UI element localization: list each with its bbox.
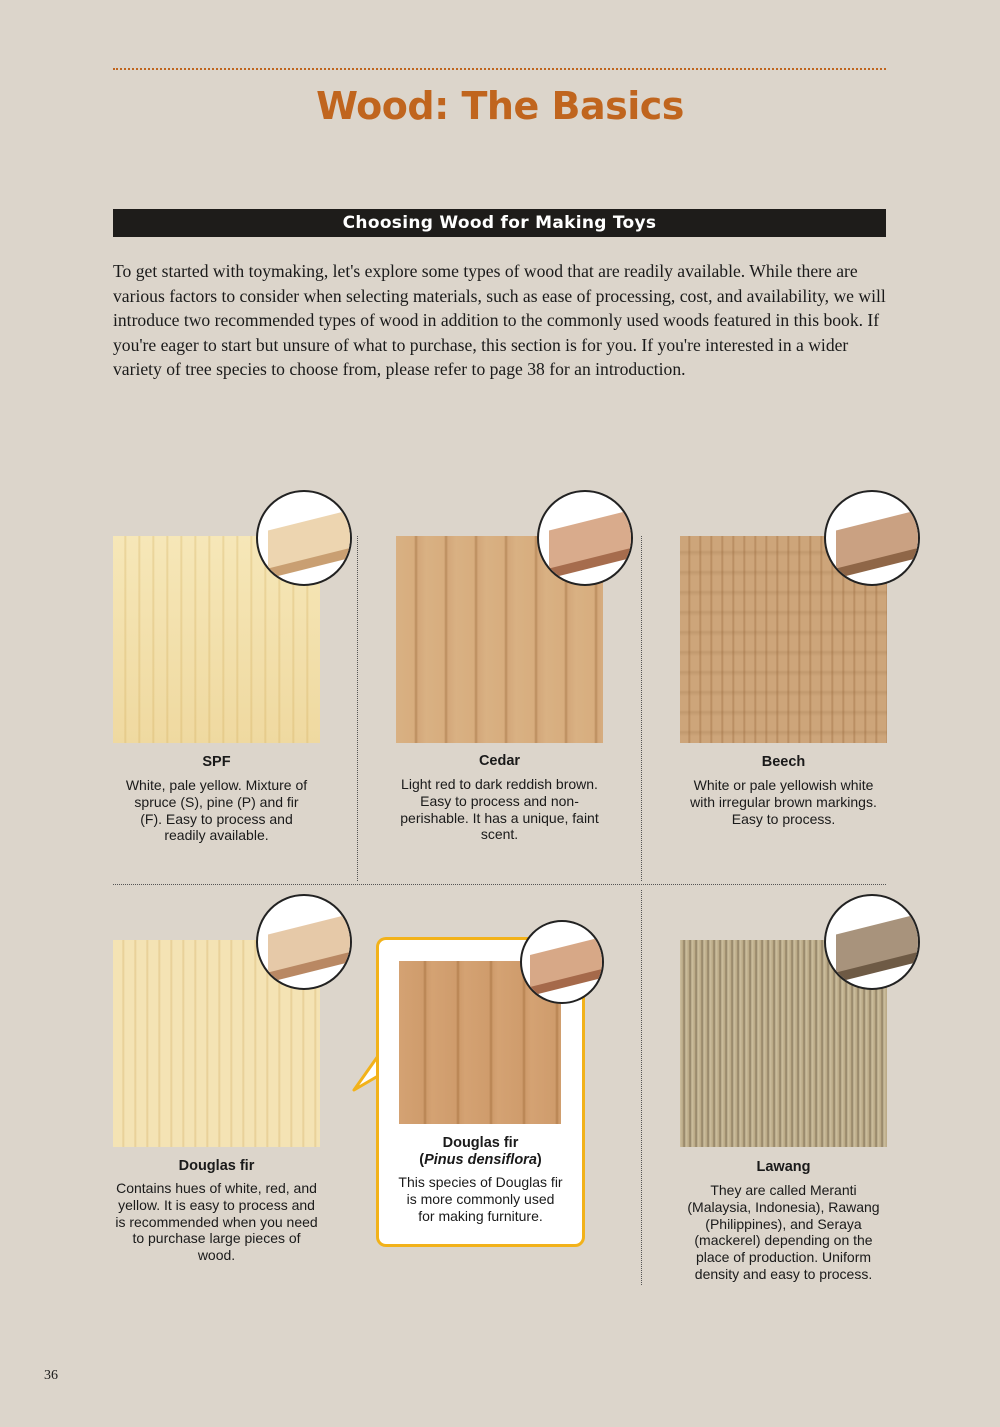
section-heading-bar: Choosing Wood for Making Toys (113, 209, 886, 237)
top-dotted-rule (113, 68, 886, 70)
beech-board-closeup-icon (824, 490, 920, 586)
grid-divider-vertical-1 (357, 536, 358, 881)
grid-divider-horizontal (113, 884, 886, 885)
cedar-name: Cedar (478, 753, 521, 769)
lawang-description: They are called Meranti (Malaysia, Indonesia), Rawang (Philippines), and Seraya (mackerel) depending on the place of production. Uniform density and easy to process. (687, 1182, 880, 1282)
pinus-densiflora-description: This species of Douglas fir is more commonly used for making furniture. (398, 1174, 563, 1224)
pinus-densiflora-latin-name: Pinus densiflora (424, 1152, 537, 1168)
beech-name: Beech (761, 754, 806, 770)
cedar-board-closeup-icon (537, 490, 633, 586)
lawang-board-closeup-icon (824, 894, 920, 990)
lawang-name: Lawang (756, 1159, 811, 1175)
beech-description: White or pale yellowish white with irregular brown markings. Easy to process. (690, 777, 877, 827)
douglas-fir-name: Douglas fir (178, 1158, 255, 1174)
cedar-description: Light red to dark reddish brown. Easy to process and non-perishable. It has a unique, faint scent. (400, 776, 599, 843)
grid-divider-vertical-2 (641, 536, 642, 881)
spf-board-closeup-icon (256, 490, 352, 586)
douglas-fir-board-closeup-icon (256, 894, 352, 990)
page-title: Wood: The Basics (316, 84, 684, 128)
grid-divider-vertical-3 (641, 890, 642, 1285)
pinus-densiflora-name: Douglas fir (Pinus densiflora) (419, 1135, 542, 1168)
pinus-densiflora-board-closeup-icon (520, 920, 604, 1004)
spf-description: White, pale yellow. Mixture of spruce (S), pine (P) and fir (F). Easy to process and readily available. (125, 777, 308, 844)
douglas-fir-description: Contains hues of white, red, and yellow. It is easy to process and is recommended when you need to purchase large pieces of wood. (115, 1180, 318, 1264)
intro-paragraph: To get started with toymaking, let's explore some types of wood that are readily available. While there are various factors to consider when selecting materials, such as ease of processing, cost, and availability, we will introduce two recommended types of wood in addition to the commonly used woods featured in this book. If you're eager to start but unsure of what to purchase, this section is for you. If you're interested in a wider variety of tree species to choose from, please refer to page 38 for an introduction. (113, 261, 886, 380)
page-number: 36 (44, 1368, 58, 1383)
spf-name: SPF (202, 754, 231, 770)
